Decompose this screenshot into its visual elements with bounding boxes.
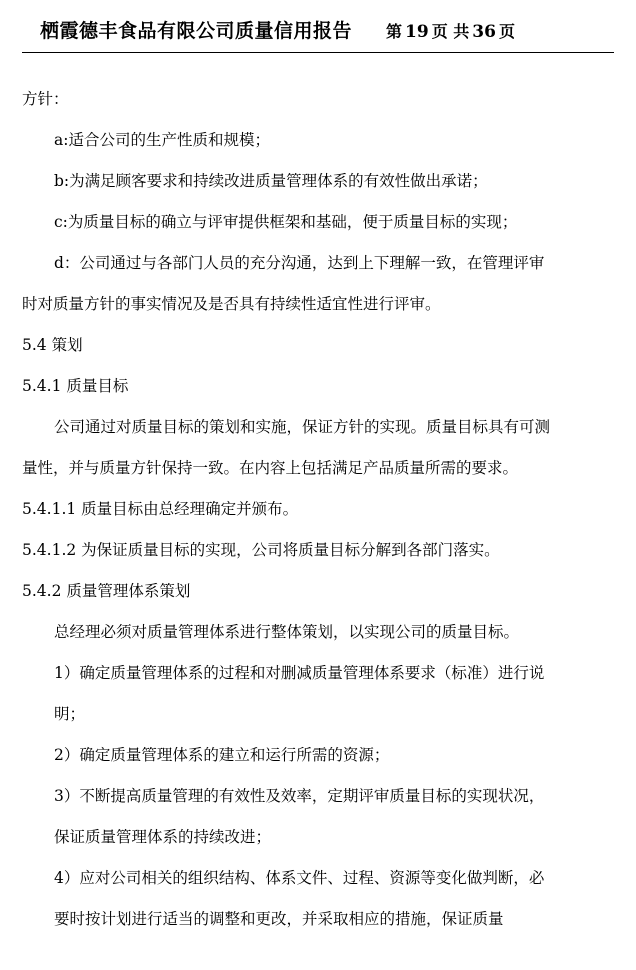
page-suffix-label: 页 (498, 22, 515, 41)
list-item: 4）应对公司相关的组织结构、体系文件、过程、资源等变化做判断，必 (54, 869, 545, 887)
list-item: 2）确定质量管理体系的建立和运行所需的资源； (54, 746, 390, 764)
section-heading: 5.4.2 质量管理体系策划 (22, 582, 191, 600)
section-heading: 5.4 策划 (22, 336, 83, 354)
list-item: 1）确定质量管理体系的过程和对删减质量管理体系要求（标准）进行说 (54, 664, 545, 682)
section-heading: 5.4.1.1 质量目标由总经理确定并颁布。 (22, 500, 299, 518)
section-heading: 5.4.1.2 为保证质量目标的实现，公司将质量目标分解到各部门落实。 (22, 541, 500, 559)
report-title: 栖霞德丰食品有限公司质量信用报告 (40, 20, 353, 42)
body-line: c:为质量目标的确立与评审提供框架和基础，便于质量目标的实现； (54, 213, 518, 231)
document-body (22, 79, 614, 940)
list-item-continuation: 明； (54, 705, 86, 723)
list-item-continuation: 要时按计划进行适当的调整和更改，并采取相应的措施，保证质量 (54, 910, 504, 928)
body-line: 方针： (22, 90, 69, 108)
header-divider (22, 52, 614, 53)
body-line: d：公司通过与各部门人员的充分沟通，达到上下理解一致，在管理评审 (54, 254, 545, 272)
list-item-continuation: 保证质量管理体系的持续改进； (54, 828, 272, 846)
section-heading: 5.4.1 质量目标 (22, 377, 129, 395)
body-line: 总经理必须对质量管理体系进行整体策划，以实现公司的质量目标。 (54, 623, 520, 641)
page-number-info (386, 19, 515, 42)
body-line: b:为满足顾客要求和持续改进质量管理体系的有效性做出承诺； (54, 172, 488, 190)
list-item: 3）不断提高质量管理的有效性及效率，定期评审质量目标的实现状况， (54, 787, 545, 805)
page-current-number: 19 (405, 22, 429, 42)
page-prefix-label: 第 (386, 22, 403, 41)
body-line: a:适合公司的生产性质和规模； (54, 131, 270, 149)
page-total-number: 36 (472, 22, 496, 42)
body-line: 量性，并与质量方针保持一致。在内容上包括满足产品质量所需的要求。 (22, 459, 519, 477)
page-header (22, 0, 614, 43)
body-line: 时对质量方针的事实情况及是否具有持续性适宜性进行评审。 (22, 295, 441, 313)
page-middle-label: 页 共 (431, 22, 470, 41)
body-line: 公司通过对质量目标的策划和实施，保证方针的实现。质量目标具有可测 (54, 418, 551, 436)
